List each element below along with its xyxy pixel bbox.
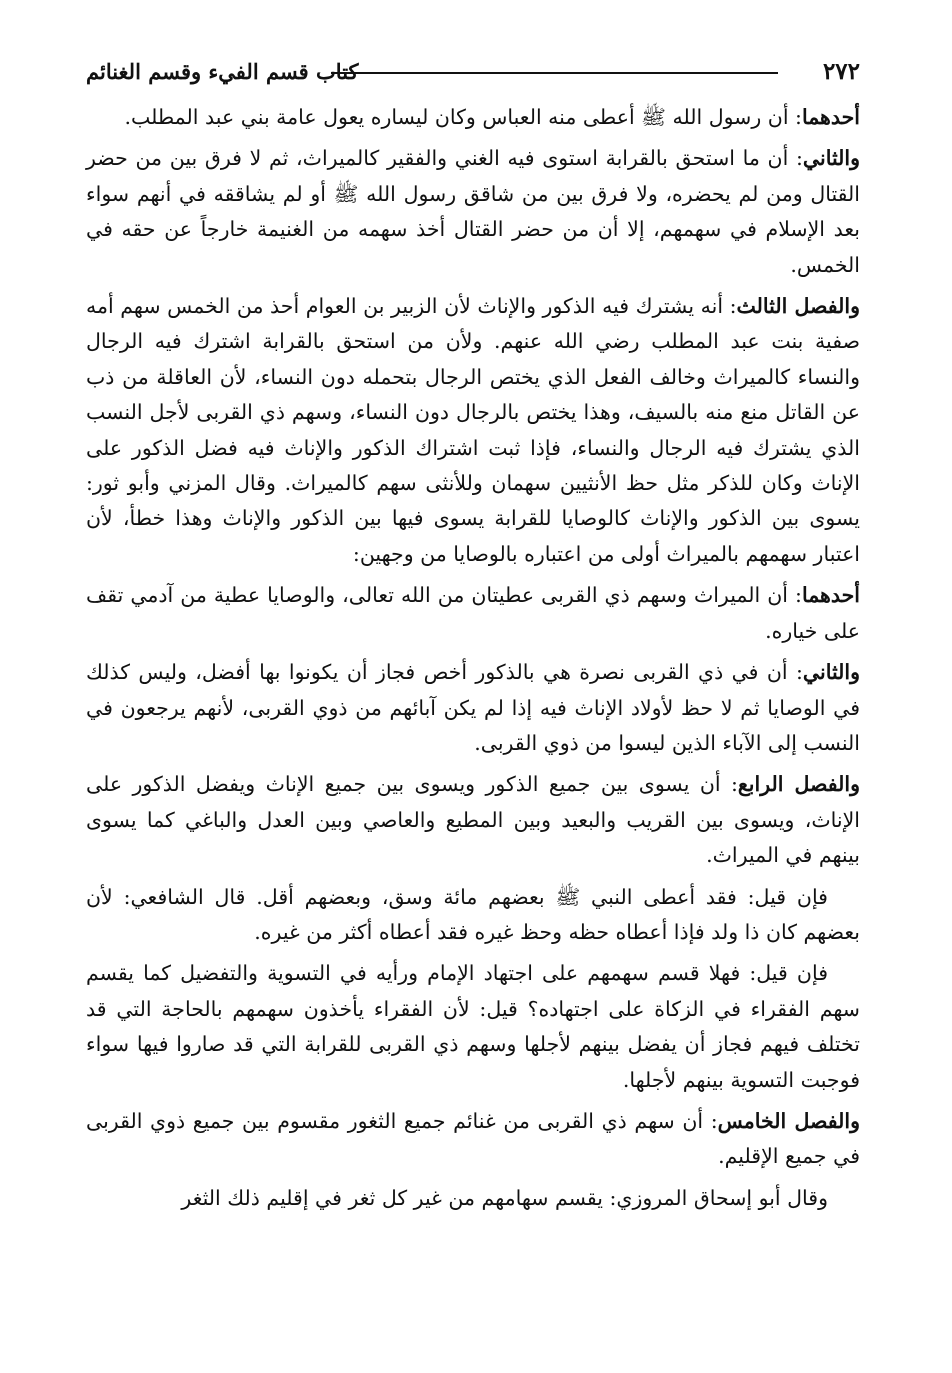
paragraph-text: : أنه يشترك فيه الذكور والإناث لأن الزبير بن العوام أحذ من الخمس سهم أمه صفية بنت عبد المطلب رضي الله عنهم. ولأن من استحق بالقرابة اشترك فيه الرجال والنساء كالميراث وخالف الفعل الذي يختص الرجال بتحمله دون النساء، لأن العاقلة من ذب عن القاتل منع منه بالسيف، وهذا يختص بالرجال دون النساء، وسهم ذي القربى لأجل النسب الذي يشترك فيه الرجال والنساء، فإذا ثبت اشتراك الذكور والإناث فيه فضل الذكور على الإناث وكان للذكر مثل حظ الأنثيين سهمان وللأنثى سهم كالميراث. وقال المزني وأبو ثور: يسوى بين الذكور والإناث كالوصايا للقرابة يسوى فيها بين الذكور والإناث وهذا خطأ، لأن اعتبار سهمهم بالميراث أولى من اعتباره بالوصايا من وجهين:	[86, 294, 860, 566]
paragraph	[86, 767, 860, 873]
page-header	[86, 54, 860, 94]
body-text	[86, 100, 860, 1222]
paragraph-text: وقال أبو إسحاق المروزي: يقسم سهامهم من غير كل ثغر في إقليم ذلك الثغر	[181, 1185, 828, 1210]
paragraph	[86, 956, 860, 1098]
paragraph	[86, 1181, 860, 1216]
paragraph-heading: والثاني	[802, 660, 860, 685]
running-title: كتاب قسم الفيء وقسم الغنائم	[86, 59, 359, 84]
paragraph-text: : أن ما استحق بالقرابة استوى فيه الغني والفقير كالميراث، ثم لا فرق بين من حضر القتال ومن لم يحضره، ولا فرق بين من شاقق رسول الله ﷺ أو لم يشاققه في أنهم سواء بعد الإسلام في سهمهم، إلا أن من حضر القتال أخذ سهمه من الغنيمة خارجاً عن حقه في الخمس.	[86, 146, 860, 277]
paragraph	[86, 1104, 860, 1175]
paragraph-heading: والفصل الرابع	[737, 772, 860, 797]
paragraph-heading: والفصل الثالث	[736, 294, 861, 319]
paragraph	[86, 578, 860, 649]
paragraph	[86, 141, 860, 283]
paragraph-heading: أحدهما	[801, 105, 860, 129]
paragraph-heading: والفصل الخامس	[717, 1108, 860, 1133]
paragraph-text: : أن رسول الله ﷺ أعطى منه العباس وكان ليساره يعول عامة بني عبد المطلب.	[124, 105, 802, 129]
paragraph-heading: والثاني	[802, 146, 860, 171]
paragraph	[86, 880, 860, 951]
page-number: ٢٧٢	[822, 58, 860, 85]
paragraph-heading: أحدهما	[801, 583, 860, 608]
paragraph	[86, 289, 860, 572]
paragraph-text: فإن قيل: فهلا قسم سهمهم على اجتهاد الإمام ورأيه في التسوية والتفضيل كما يقسم سهم الفقراء في الزكاة على اجتهاده؟ قيل: لأن الفقراء يأخذون سهمهم بالحاجة التي قد تختلف فيهم فجاز أن يفضل بينهم لأجلها وسهم ذي القربى للقرابة التي قد صاروا فيها سواء فوجبت التسوية بينهم لأجلها.	[86, 961, 860, 1092]
paragraph	[86, 100, 860, 135]
paragraph-text: : أن الميراث وسهم ذي القربى عطيتان من الله تعالى، والوصايا عطية من آدمي تقف على خياره.	[86, 583, 860, 643]
header-divider	[331, 72, 778, 74]
paragraph	[86, 655, 860, 761]
paragraph-text: : أن يسوى بين جميع الذكور ويسوى بين جميع الإناث ويفضل الذكور على الإناث، ويسوى بين القريب والبعيد وبين المطيع والعاصي وبين العدل والباغي كما يسوى بينهم في الميراث.	[86, 772, 860, 868]
paragraph-text: : أن في ذي القربى نصرة هي بالذكور أخص فجاز أن يكونوا بها أفضل، وليس كذلك في الوصايا ثم لا حظ لأولاد الإناث فيه إذا لم يكن آبائهم من ذوي القربى، لأنهم يرجعون في النسب إلى الآباء الذين ليسوا من ذوي القربى.	[86, 660, 860, 755]
paragraph-text: : أن سهم ذي القربى من غنائم جميع الثغور مقسوم بين جميع ذوي القربى في جميع الإقليم.	[86, 1108, 860, 1169]
paragraph-text: فإن قيل: فقد أعطى النبي ﷺ بعضهم مائة وسق، وبعضهم أقل. قال الشافعي: لأن بعضهم كان ذا ولد فإذا أعطاه حظه وحظ غيره فقد أعطاه أكثر من غيره.	[86, 884, 860, 944]
